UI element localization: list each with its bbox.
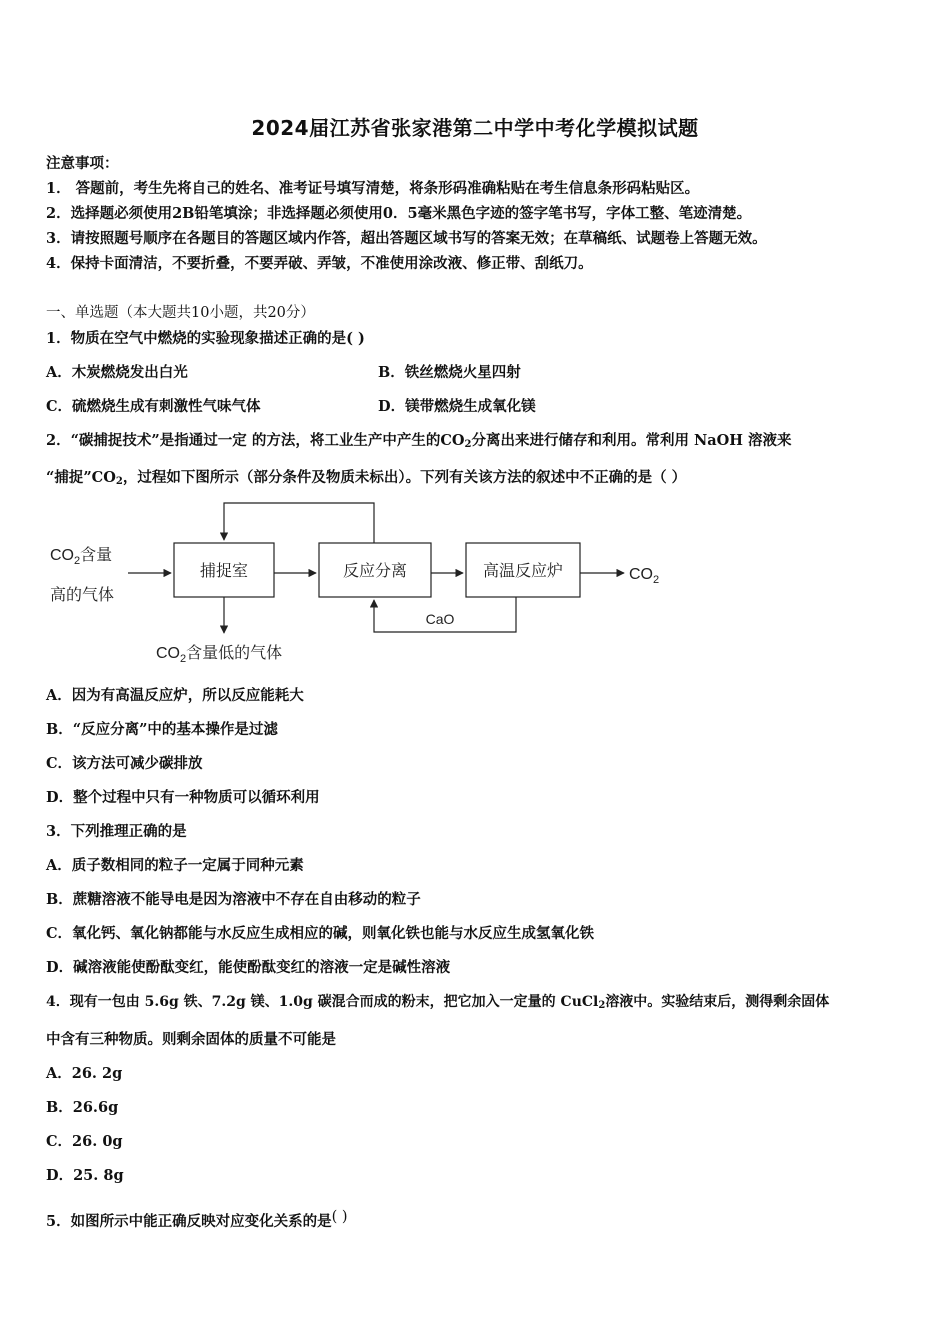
notice-item-4: 4．保持卡面清洁，不要折叠，不要弄破、弄皱，不准使用涂改液、修正带、刮纸刀。: [46, 255, 593, 272]
q4-option-c: C．26. 0g: [46, 1133, 123, 1150]
q5-stem: 5．如图所示中能正确反映对应变化关系的是( ): [46, 1209, 348, 1230]
q4-stem-line2: 中含有三种物质。则剩余固体的质量不可能是: [46, 1031, 336, 1048]
q3-option-c: C．氧化钙、氧化钠都能与水反应生成相应的碱，则氧化铁也能与水反应生成氢氧化铁: [46, 925, 595, 942]
q1-option-b: B．铁丝燃烧火星四射: [378, 364, 521, 381]
q2-option-c: C．该方法可减少碳排放: [46, 755, 203, 772]
q4-option-a: A．26. 2g: [46, 1065, 123, 1082]
q2-option-a: A．因为有高温反应炉，所以反应能耗大: [46, 687, 304, 704]
q1-stem: 1．物质在空气中燃烧的实验现象描述正确的是( ): [46, 330, 365, 347]
q3-option-b: B．蔗糖溶液不能导电是因为溶液中不存在自由移动的粒子: [46, 891, 421, 908]
notice-item-2: 2．选择题必须使用2B铅笔填涂；非选择题必须使用0．5毫米黑色字迹的签字笔书写，字体工整、笔迹清楚。: [46, 205, 752, 222]
recycle-arrow-top: [224, 503, 374, 543]
q2-stem-line1: 2．“碳捕捉技术”是指通过一定 的方法，将工业生产中产生的$CO_2$分离出来进行储存和利用。常利用 NaOH 溶液来: [46, 432, 792, 450]
q2-stem-line2: “捕捉$”CO_2$，过程如下图所示（部分条件及物质未标出）。下列有关该方法的叙述中不正确的是（ ）: [46, 469, 687, 487]
input-gas-label-line2: 高的气体: [50, 587, 115, 604]
q3-option-d: D．碱溶液能使酚酞变红，能使酚酞变红的溶液一定是碱性溶液: [46, 959, 451, 976]
reaction-separation-label: 反应分离: [342, 563, 408, 580]
input-gas-label-line1: $CO_2$含量: [50, 547, 113, 567]
carbon-capture-diagram: [0, 495, 950, 675]
page-title: 2024届江苏省张家港第二中学中考化学模拟试题: [251, 116, 699, 140]
q2-option-b: B．“反应分离”中的基本操作是过滤: [46, 721, 278, 738]
q2-option-d: D．整个过程中只有一种物质可以循环利用: [46, 789, 320, 806]
section-heading: 一、单选题（本大题共10小题，共20分）: [46, 305, 315, 321]
q5-answer-blank: ( ): [331, 1209, 348, 1225]
notice-heading: 注意事项：: [46, 155, 119, 172]
q1-option-a: A．木炭燃烧发出白光: [46, 364, 188, 381]
notice-item-3: 3．请按照题号顺序在各题目的答题区域内作答，超出答题区域书写的答案无效；在草稿纸、试题卷上答题无效。: [46, 230, 767, 247]
high-temp-furnace-label: 高温反应炉: [482, 563, 564, 580]
q4-option-d: D．25. 8g: [46, 1167, 124, 1184]
q3-stem: 3．下列推理正确的是: [46, 823, 187, 840]
low-co2-gas-label: $CO_2$含量低的气体: [156, 645, 283, 665]
capture-chamber-label: 捕捉室: [199, 563, 249, 580]
notice-item-1: 1． 答题前，考生先将自己的姓名、准考证号填写清楚，将条形码准确粘贴在考生信息条形码粘贴区。: [46, 180, 700, 197]
cao-label: CaO: [425, 611, 455, 627]
output-co2-label: $CO_2$: [629, 566, 660, 586]
q4-stem-line1: 4．现有一包由 5.6g 铁、7.2g 镁、1.0g 碳混合而成的粉末，把它加入一定量的 CuCl$_2$溶液中。实验结束后，测得剩余固体: [46, 994, 830, 1011]
q1-option-c: C．硫燃烧生成有刺激性气味气体: [46, 398, 261, 415]
q1-option-d: D．镁带燃烧生成氧化镁: [378, 398, 536, 415]
q4-option-b: B．26.6g: [46, 1099, 119, 1116]
q3-option-a: A．质子数相同的粒子一定属于同种元素: [46, 857, 304, 874]
